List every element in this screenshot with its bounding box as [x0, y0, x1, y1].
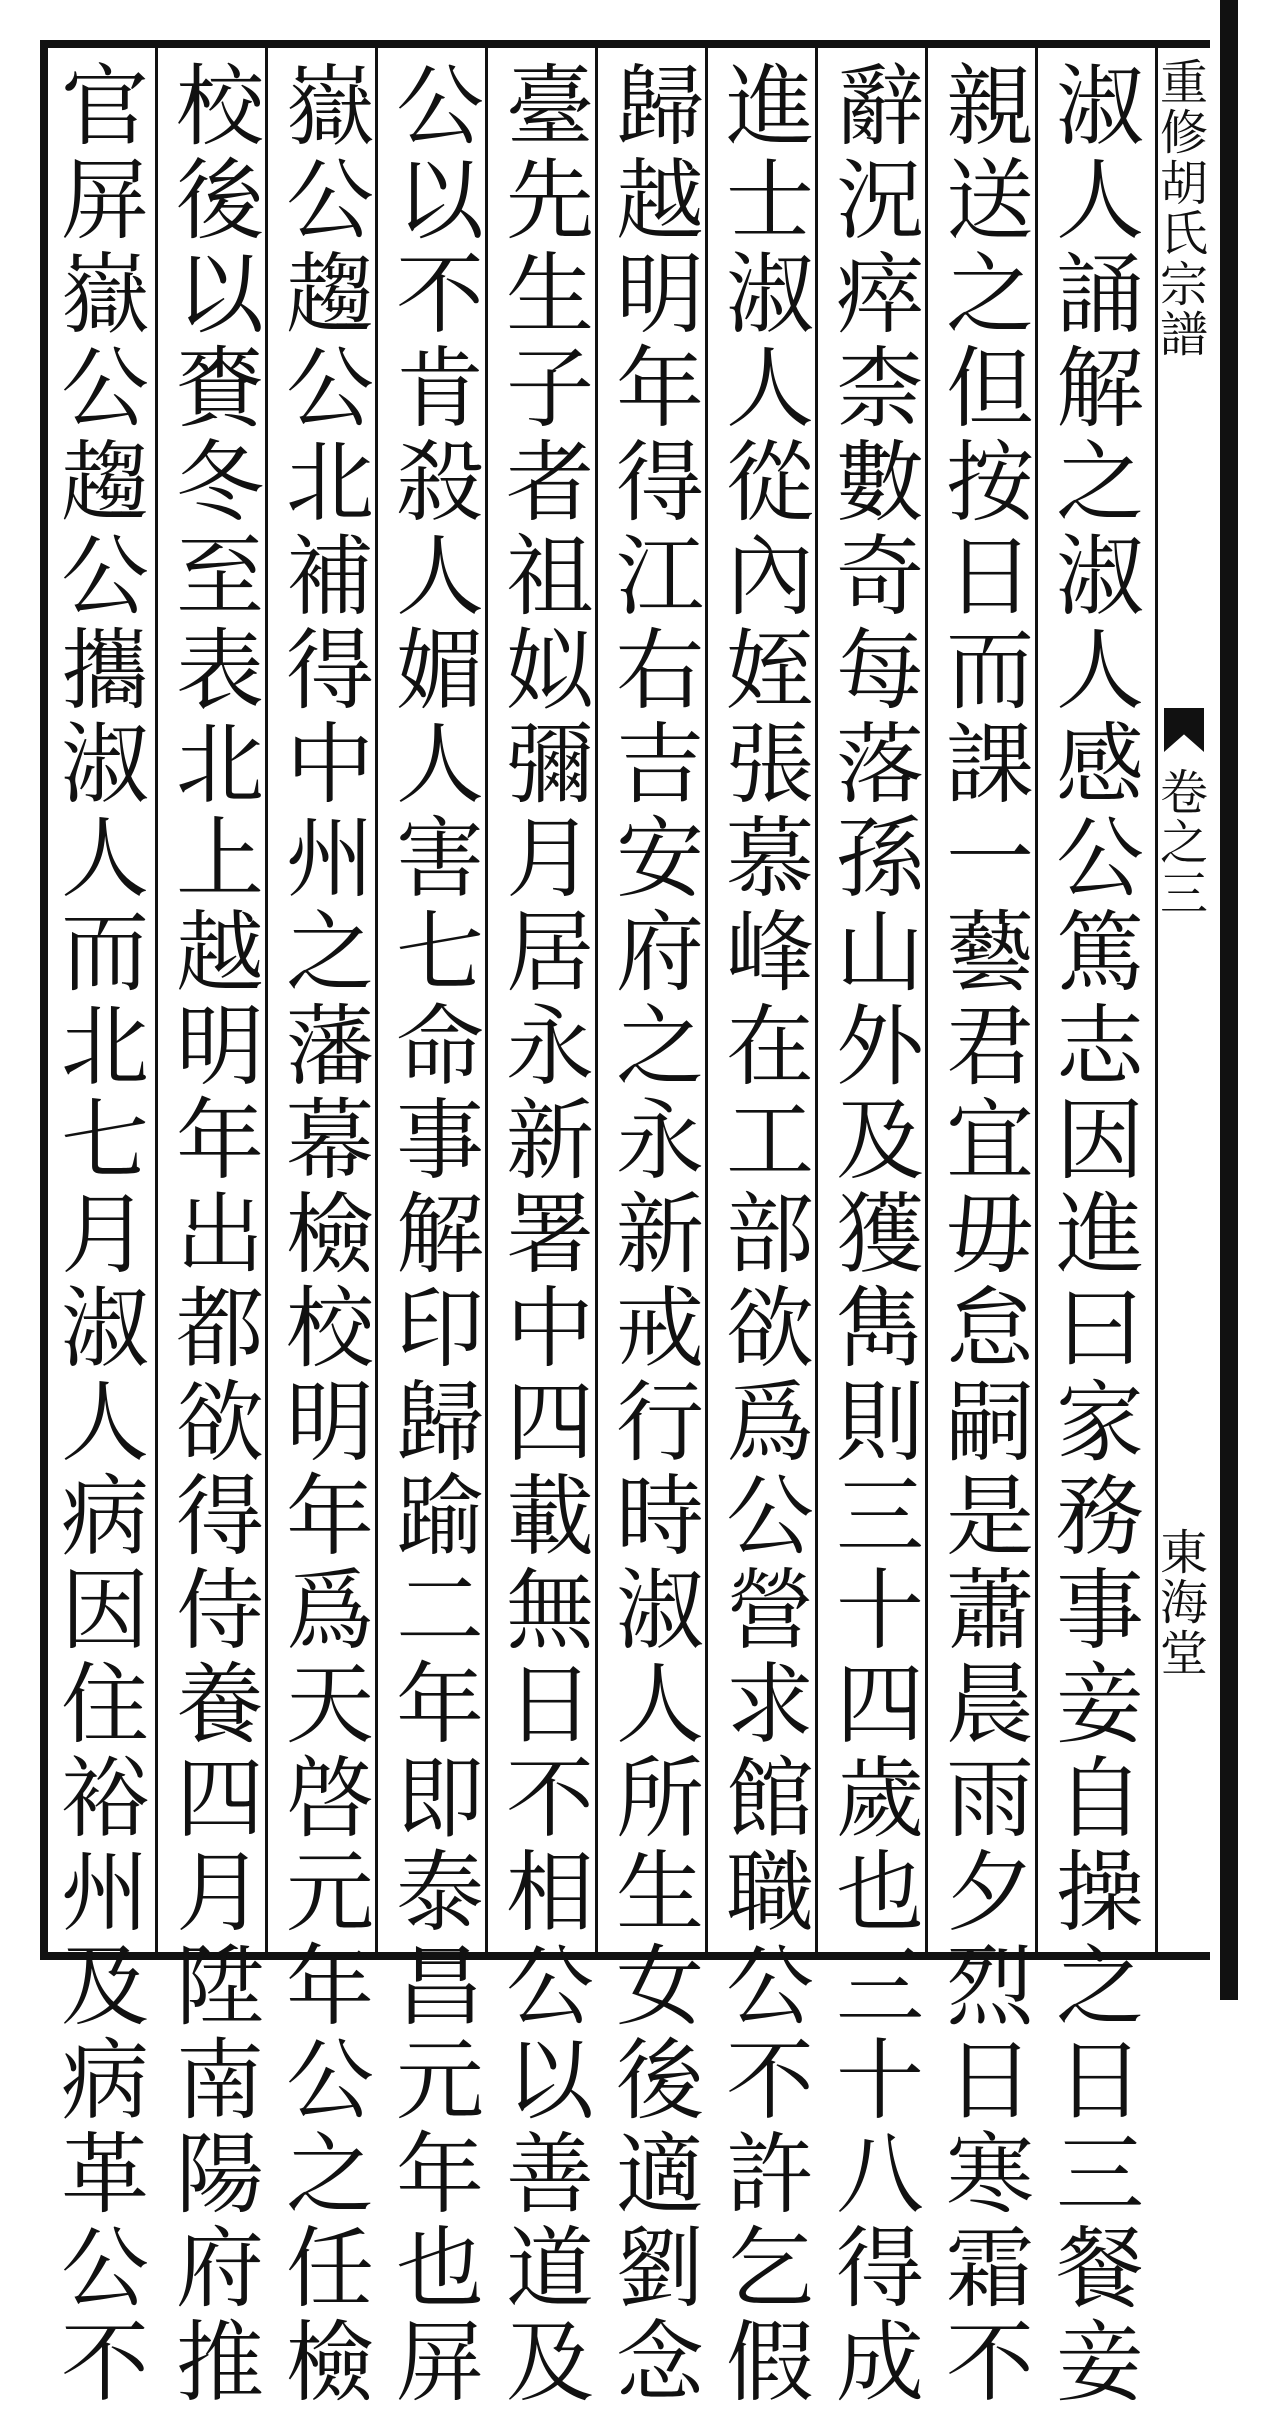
character: 年 — [395, 2123, 484, 2226]
margin-character: 重 — [1159, 55, 1208, 111]
character: 補 — [285, 525, 374, 628]
character: 載 — [505, 1465, 594, 1568]
character: 推 — [175, 2311, 264, 2414]
character: 操 — [1055, 1841, 1144, 1944]
character: 奇 — [835, 525, 924, 628]
character: 日 — [1055, 2029, 1144, 2132]
character: 昌 — [395, 1935, 484, 2038]
margin-character: 譜 — [1159, 306, 1208, 363]
character: 公 — [725, 1935, 814, 2038]
character: 州 — [60, 1841, 149, 1944]
character: 也 — [835, 1841, 924, 1944]
character: 妾 — [1055, 2311, 1144, 2414]
character: 成 — [835, 2311, 924, 2414]
character: 山 — [835, 901, 924, 1004]
character: 在 — [725, 995, 814, 1098]
character: 是 — [945, 1465, 1034, 1568]
character: 藩 — [285, 995, 374, 1098]
character: 雨 — [945, 1747, 1034, 1850]
character: 公 — [60, 337, 149, 440]
character: 毋 — [945, 1183, 1034, 1286]
character: 越 — [615, 149, 704, 252]
character: 落 — [835, 713, 924, 816]
character: 進 — [1055, 1183, 1144, 1286]
character: 二 — [395, 1559, 484, 1662]
character: 人 — [1055, 149, 1144, 252]
character: 四 — [835, 1653, 924, 1756]
character: 之 — [285, 901, 374, 1004]
character: 及 — [835, 1089, 924, 1192]
character: 吉 — [615, 713, 704, 816]
character: 人 — [395, 713, 484, 816]
character: 爲 — [725, 1371, 814, 1474]
character: 十 — [835, 1559, 924, 1662]
character: 乞 — [725, 2217, 814, 2320]
character: 上 — [175, 807, 264, 910]
character: 生 — [615, 1841, 704, 1944]
character: 外 — [835, 995, 924, 1098]
character: 三 — [835, 1935, 924, 2038]
character: 病 — [60, 2029, 149, 2132]
character: 課 — [945, 713, 1034, 816]
character: 每 — [835, 619, 924, 722]
character: 居 — [505, 901, 594, 1004]
character: 署 — [505, 1183, 594, 1286]
character: 安 — [615, 807, 704, 910]
character: 念 — [615, 2311, 704, 2414]
character: 蕭 — [945, 1559, 1034, 1662]
character: 新 — [615, 1183, 704, 1286]
character: 時 — [615, 1465, 704, 1568]
character: 以 — [505, 2029, 594, 2132]
character: 則 — [835, 1371, 924, 1474]
character: 年 — [175, 1089, 264, 1192]
text-column — [165, 55, 275, 2414]
character: 誦 — [1055, 243, 1144, 346]
character: 柰 — [835, 337, 924, 440]
character: 都 — [175, 1277, 264, 1380]
character: 先 — [505, 149, 594, 252]
binding-edge — [1210, 0, 1266, 2000]
character: 攜 — [60, 619, 149, 722]
character: 年 — [285, 1935, 374, 2038]
margin-character: 東 — [1159, 1525, 1208, 1581]
character: 越 — [175, 901, 264, 1004]
character: 公 — [505, 1935, 594, 2038]
character: 侍 — [175, 1559, 264, 1662]
character: 出 — [175, 1183, 264, 1286]
character: 妾 — [1055, 1653, 1144, 1756]
character: 至 — [175, 525, 264, 628]
character: 人 — [615, 1653, 704, 1756]
character: 志 — [1055, 995, 1144, 1098]
character: 生 — [505, 243, 594, 346]
character: 人 — [395, 525, 484, 628]
character: 公 — [285, 337, 374, 440]
character: 餐 — [1055, 2217, 1144, 2320]
character: 解 — [1055, 337, 1144, 440]
character: 善 — [505, 2123, 594, 2226]
fishtail-mark — [1164, 708, 1204, 752]
character: 道 — [505, 2217, 594, 2320]
character: 劉 — [615, 2217, 704, 2320]
character: 年 — [285, 1465, 374, 1568]
text-column — [825, 55, 935, 2414]
character: 臺 — [505, 55, 594, 158]
character: 晨 — [945, 1653, 1034, 1756]
margin-character: 卷 — [1159, 765, 1208, 821]
character: 四 — [505, 1371, 594, 1474]
character: 殺 — [395, 431, 484, 534]
character: 養 — [175, 1653, 264, 1756]
character: 七 — [60, 1089, 149, 1192]
character: 年 — [395, 1653, 484, 1756]
character: 冬 — [175, 431, 264, 534]
character: 館 — [725, 1747, 814, 1850]
character: 三 — [1055, 2123, 1144, 2226]
character: 辭 — [835, 55, 924, 158]
character: 怠 — [945, 1277, 1034, 1380]
character: 公 — [725, 1465, 814, 1568]
character: 啓 — [285, 1747, 374, 1850]
character: 公 — [395, 55, 484, 158]
character: 不 — [945, 2311, 1034, 2414]
margin-character: 海 — [1159, 1575, 1208, 1632]
character: 檢 — [285, 1183, 374, 1286]
character: 淑 — [60, 1277, 149, 1380]
character: 公 — [285, 149, 374, 252]
character: 革 — [60, 2123, 149, 2226]
character: 部 — [725, 1183, 814, 1286]
character: 送 — [945, 149, 1034, 252]
margin-character: 氏 — [1159, 206, 1208, 263]
character: 及 — [505, 2311, 594, 2414]
character: 子 — [505, 337, 594, 440]
character: 後 — [615, 2029, 704, 2132]
character: 不 — [725, 2029, 814, 2132]
text-column — [50, 55, 160, 2414]
character: 表 — [175, 619, 264, 722]
character: 明 — [285, 1371, 374, 1474]
character: 烈 — [945, 1935, 1034, 2038]
character: 嶽 — [60, 243, 149, 346]
character: 爲 — [285, 1559, 374, 1662]
character: 進 — [725, 55, 814, 158]
character: 永 — [505, 995, 594, 1098]
character: 所 — [615, 1747, 704, 1850]
character: 得 — [285, 619, 374, 722]
character: 陽 — [175, 2123, 264, 2226]
character: 人 — [60, 807, 149, 910]
character: 得 — [175, 1465, 264, 1568]
character: 之 — [945, 243, 1034, 346]
character: 十 — [835, 2029, 924, 2132]
character: 假 — [725, 2311, 814, 2414]
character: 月 — [175, 1841, 264, 1944]
character: 日 — [505, 1653, 594, 1756]
character: 因 — [60, 1559, 149, 1662]
character: 霜 — [945, 2217, 1034, 2320]
character: 數 — [835, 431, 924, 534]
character: 自 — [1055, 1747, 1144, 1850]
character: 八 — [835, 2123, 924, 2226]
character: 寒 — [945, 2123, 1034, 2226]
character: 士 — [725, 149, 814, 252]
character: 峰 — [725, 901, 814, 1004]
character: 肯 — [395, 337, 484, 440]
character: 屏 — [60, 149, 149, 252]
margin-character: 之 — [1159, 815, 1208, 872]
character: 南 — [175, 2029, 264, 2132]
character: 務 — [1055, 1465, 1144, 1568]
character: 孫 — [835, 807, 924, 910]
character: 人 — [60, 1371, 149, 1474]
character: 藝 — [945, 901, 1034, 1004]
character: 不 — [60, 2311, 149, 2414]
character: 公 — [285, 2029, 374, 2132]
character: 無 — [505, 1559, 594, 1662]
character: 歸 — [615, 55, 704, 158]
character: 年 — [615, 337, 704, 440]
character: 而 — [945, 619, 1034, 722]
character: 踰 — [395, 1465, 484, 1568]
character: 相 — [505, 1841, 594, 1944]
character: 慕 — [725, 807, 814, 910]
margin-character: 宗 — [1159, 256, 1208, 313]
character: 獲 — [835, 1183, 924, 1286]
character: 感 — [1055, 713, 1144, 816]
character: 事 — [395, 1089, 484, 1192]
character: 事 — [1055, 1559, 1144, 1662]
character: 淑 — [725, 243, 814, 346]
character: 張 — [725, 713, 814, 816]
character: 因 — [1055, 1089, 1144, 1192]
character: 以 — [395, 149, 484, 252]
character: 解 — [395, 1183, 484, 1286]
character: 北 — [60, 995, 149, 1098]
character: 州 — [285, 807, 374, 910]
text-column — [385, 55, 495, 2414]
character: 宜 — [945, 1089, 1034, 1192]
character: 害 — [395, 807, 484, 910]
text-column — [715, 55, 825, 2414]
character: 人 — [1055, 619, 1144, 722]
character: 從 — [725, 431, 814, 534]
character: 工 — [725, 1089, 814, 1192]
character: 北 — [285, 431, 374, 534]
character: 中 — [505, 1277, 594, 1380]
character: 但 — [945, 337, 1034, 440]
character: 公 — [1055, 807, 1144, 910]
character: 彌 — [505, 713, 594, 816]
character: 淑 — [1055, 55, 1144, 158]
character: 公 — [60, 2217, 149, 2320]
character: 歲 — [835, 1747, 924, 1850]
character: 月 — [60, 1183, 149, 1286]
character: 按 — [945, 431, 1034, 534]
character: 檢 — [285, 2311, 374, 2414]
character: 裕 — [60, 1747, 149, 1850]
character: 官 — [60, 55, 149, 158]
character: 四 — [175, 1747, 264, 1850]
character: 住 — [60, 1653, 149, 1756]
character: 天 — [285, 1653, 374, 1756]
character: 媚 — [395, 619, 484, 722]
text-column — [495, 55, 605, 2414]
character: 不 — [395, 243, 484, 346]
character: 後 — [175, 149, 264, 252]
character: 歸 — [395, 1371, 484, 1474]
margin-volume — [1158, 765, 1210, 922]
character: 永 — [615, 1089, 704, 1192]
character: 親 — [945, 55, 1034, 158]
character: 淑 — [615, 1559, 704, 1662]
text-column — [935, 55, 1045, 2414]
text-column — [275, 55, 385, 2414]
character: 篤 — [1055, 901, 1144, 1004]
character: 病 — [60, 1465, 149, 1568]
character: 新 — [505, 1089, 594, 1192]
character: 者 — [505, 431, 594, 534]
character: 北 — [175, 713, 264, 816]
character: 明 — [615, 243, 704, 346]
margin-character: 修 — [1159, 105, 1208, 162]
character: 之 — [1055, 431, 1144, 534]
character: 欲 — [725, 1277, 814, 1380]
character: 校 — [175, 55, 264, 158]
character: 元 — [285, 1841, 374, 1944]
character: 月 — [505, 807, 594, 910]
character: 趨 — [285, 243, 374, 346]
character: 職 — [725, 1841, 814, 1944]
margin-character: 胡 — [1159, 155, 1208, 212]
character: 任 — [285, 2217, 374, 2320]
character: 泰 — [395, 1841, 484, 1944]
character: 夕 — [945, 1841, 1034, 1944]
character: 淑 — [1055, 525, 1144, 628]
character: 明 — [175, 995, 264, 1098]
center-margin — [1155, 40, 1210, 1960]
character: 曰 — [1055, 1277, 1144, 1380]
character: 不 — [505, 1747, 594, 1850]
character: 行 — [615, 1371, 704, 1474]
margin-character: 三 — [1159, 865, 1208, 922]
character: 陞 — [175, 1935, 264, 2038]
character: 況 — [835, 149, 924, 252]
character: 元 — [395, 2029, 484, 2132]
character: 家 — [1055, 1371, 1144, 1474]
character: 營 — [725, 1559, 814, 1662]
character: 姒 — [505, 619, 594, 722]
character: 瘁 — [835, 243, 924, 346]
character: 日 — [945, 2029, 1034, 2132]
character: 命 — [395, 995, 484, 1098]
character: 許 — [725, 2123, 814, 2226]
character: 印 — [395, 1277, 484, 1380]
character: 即 — [395, 1747, 484, 1850]
character: 姪 — [725, 619, 814, 722]
character: 校 — [285, 1277, 374, 1380]
character: 府 — [175, 2217, 264, 2320]
character: 屏 — [395, 2311, 484, 2414]
character: 人 — [725, 337, 814, 440]
character: 雋 — [835, 1277, 924, 1380]
character: 日 — [945, 525, 1034, 628]
character: 賚 — [175, 337, 264, 440]
character: 及 — [60, 1935, 149, 2038]
character: 幕 — [285, 1089, 374, 1192]
character: 得 — [835, 2217, 924, 2320]
character: 欲 — [175, 1371, 264, 1474]
character: 戒 — [615, 1277, 704, 1380]
character: 之 — [1055, 1935, 1144, 2038]
text-column — [1045, 55, 1155, 2414]
character: 女 — [615, 1935, 704, 2038]
character: 內 — [725, 525, 814, 628]
character: 之 — [615, 995, 704, 1098]
character: 三 — [835, 1465, 924, 1568]
character: 右 — [615, 619, 704, 722]
margin-title — [1158, 55, 1210, 363]
character: 適 — [615, 2123, 704, 2226]
character: 得 — [615, 431, 704, 534]
character: 公 — [60, 525, 149, 628]
margin-foot — [1158, 1525, 1210, 1682]
character: 江 — [615, 525, 704, 628]
character: 以 — [175, 243, 264, 346]
character: 中 — [285, 713, 374, 816]
character: 嗣 — [945, 1371, 1034, 1474]
character: 府 — [615, 901, 704, 1004]
character: 祖 — [505, 525, 594, 628]
character: 而 — [60, 901, 149, 1004]
character: 君 — [945, 995, 1034, 1098]
character: 趨 — [60, 431, 149, 534]
character: 也 — [395, 2217, 484, 2320]
text-column — [605, 55, 715, 2414]
character: 之 — [285, 2123, 374, 2226]
character: 七 — [395, 901, 484, 1004]
character: 淑 — [60, 713, 149, 816]
character: 嶽 — [285, 55, 374, 158]
character: 求 — [725, 1653, 814, 1756]
character: 一 — [945, 807, 1034, 910]
margin-character: 堂 — [1159, 1625, 1208, 1682]
